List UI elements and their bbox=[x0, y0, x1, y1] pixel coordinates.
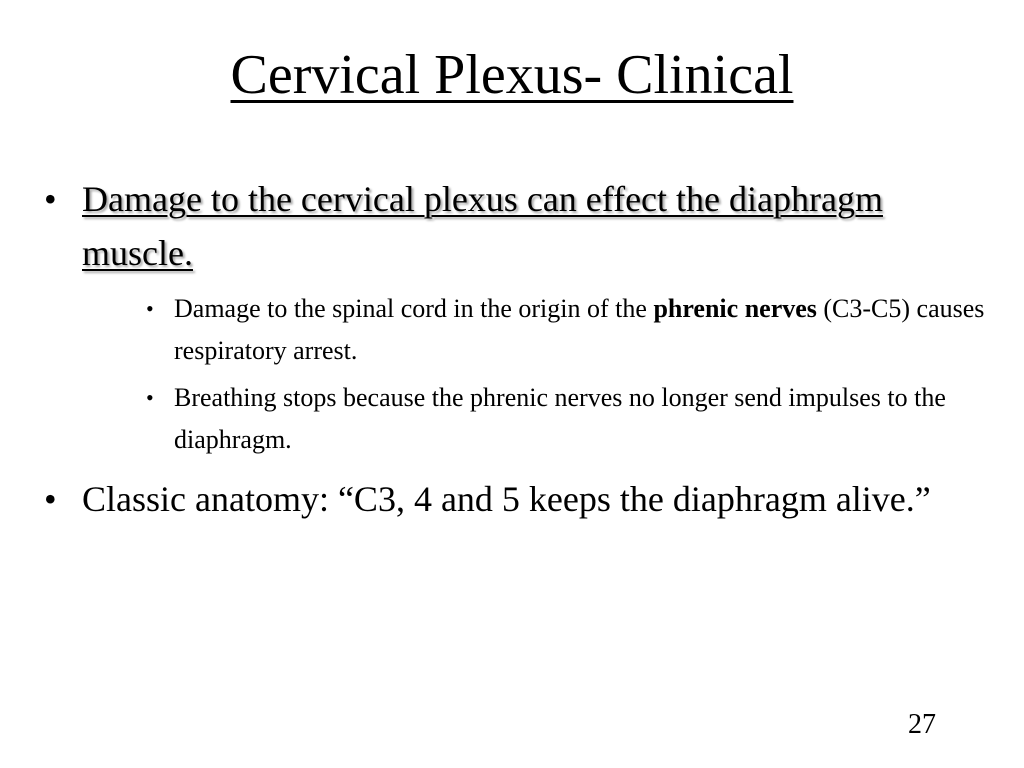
bullet-text: Classic anatomy: “C3, 4 and 5 keeps the diaphragm alive.” bbox=[82, 479, 931, 519]
bullet-icon: • bbox=[44, 479, 57, 519]
sub-bullet-phrenic-nerves bbox=[146, 288, 986, 372]
bullet-text: Damage to the cervical plexus can effect the diaphragm muscle. bbox=[82, 179, 883, 273]
bullet-icon: • bbox=[146, 385, 154, 410]
bullet-icon: • bbox=[146, 296, 154, 321]
sub-bullet-text: Breathing stops because the phrenic nerves no longer send impulses to the diaphragm. bbox=[174, 383, 946, 454]
bold-term: phrenic nerves bbox=[653, 294, 817, 323]
slide-title: Cervical Plexus- Clinical bbox=[230, 44, 794, 106]
sub-bullet-breathing-stops bbox=[146, 377, 986, 461]
bullet-icon: • bbox=[44, 179, 57, 219]
page-number: 27 bbox=[908, 709, 936, 740]
sub-bullet-text: Damage to the spinal cord in the origin of the phrenic nerves (C3-C5) causes respiratory arrest. bbox=[174, 294, 985, 365]
bullet-classic-anatomy bbox=[44, 472, 944, 526]
bullet-diaphragm-damage bbox=[44, 172, 944, 280]
